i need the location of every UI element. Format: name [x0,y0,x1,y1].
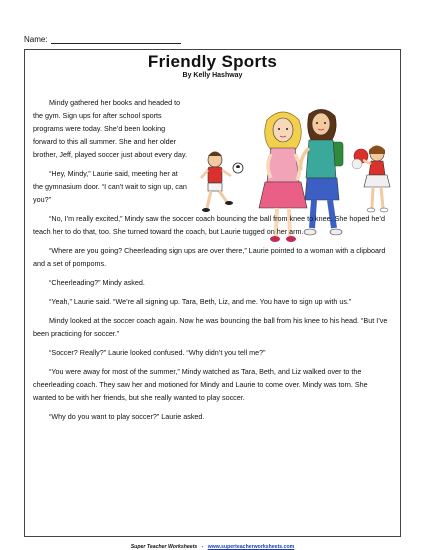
worksheet-title: Friendly Sports [147,52,278,71]
story-paragraph: Mindy looked at the soccer coach again. Now he was bouncing the ball from his knee to his head. “But I’ve been practicing for soccer.” [33,316,388,338]
story-paragraph: “Where are you going? Cheerleading sign ups are over there,” Laurie pointed to a woman with a clipboard and a set of pompoms. [33,246,386,268]
story-paragraph: “You were away for most of the summer,” Mindy watched as Tara, Beth, and Liz walked over to the cheerleading coach. They saw her and motioned for Mindy and Laurie to come over. Mindy was torn. She wanted to be with her friends, but she really wanted to play soccer. [33,367,368,402]
story-paragraph: “Cheerleading?” Mindy asked. [49,278,145,287]
story-text [33,96,391,429]
footer-url-link[interactable]: www.superteacherworksheets.com [207,544,295,550]
footer-separator: - [201,544,204,550]
name-field [24,35,181,44]
story-paragraph: “Hey, Mindy,” Laurie said, meeting her at the gymnasium door. “I can’t wait to sign up, can you?” [33,169,187,204]
page-footer [0,544,425,550]
name-label: Name: [24,35,48,44]
footer-brand: Super Teacher Worksheets [130,544,198,550]
story-paragraph: Mindy gathered her books and headed to the gym. Sign ups for after school sports programs were today. She’d been looking forward to this all summer. She and her older brother, Jeff, played soccer just about every day. [33,98,187,159]
name-blank-line[interactable] [51,35,181,44]
story-paragraph: “No, I’m really excited,” Mindy saw the soccer coach bouncing the ball from knee to knee. She hoped he’d teach her to do that, too. She turned toward the coach, but Laurie tugged on her arm. [33,214,385,236]
author-byline: By Kelly Hashway [182,72,243,79]
story-paragraph: “Yeah,” Laurie said. “We’re all signing up. Tara, Beth, Liz, and me. You have to sign up with us.” [49,297,352,306]
story-paragraph: “Soccer? Really?” Laurie looked confused. “Why didn’t you tell me?” [49,348,266,357]
story-paragraph: “Why do you want to play soccer?” Laurie asked. [49,412,205,421]
